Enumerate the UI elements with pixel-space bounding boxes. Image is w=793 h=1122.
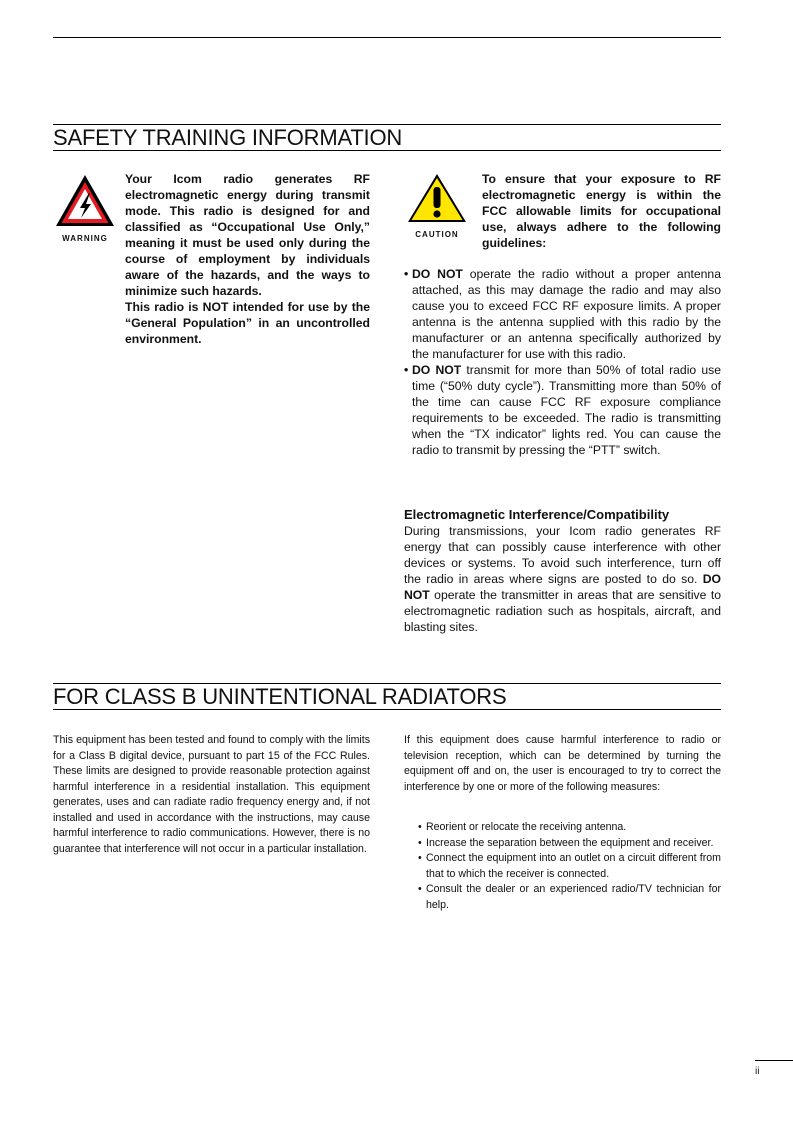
guideline-lead: DO NOT — [412, 363, 462, 377]
guideline-lead: DO NOT — [412, 267, 463, 281]
warning-paragraph-2: This radio is NOT intended for use by the “General Population” in an uncontrolled environment. — [125, 300, 370, 346]
safety-section-title: SAFETY TRAINING INFORMATION — [53, 124, 721, 151]
emi-body-part-2: operate the transmitter in areas that are sensitive to electromagnetic radiation such as hospitals, aircraft, and blasting sites. — [404, 588, 721, 634]
guideline-text: transmit for more than 50% of total radio use time (“50% duty cycle”). Transmitting more than 50% of the time can cause FCC RF exposure compliance requirements to be exceeded. The radio is transmitting when the “TX indicator” lights red. You can cause the radio to transmit by pressing the “PTT” switch. — [412, 363, 721, 457]
measure-text: Connect the equipment into an outlet on a circuit different from that to which the receiver is connected. — [426, 852, 721, 880]
measure-item — [418, 836, 721, 852]
measure-text: Reorient or relocate the receiving antenna. — [426, 821, 627, 833]
caution-intro: To ensure that your exposure to RF electromagnetic energy is within the FCC allowable limits for occupational use, always adhere to the following guidelines: — [482, 172, 721, 250]
guideline-text: operate the radio without a proper antenna attached, as this may damage the radio and may also cause you to exceed FCC RF exposure limits. A proper antenna is the antenna supplied with this radio by the manufacturer or an antenna specifically authorized by the manufacturer for use with this radio. — [412, 267, 721, 361]
measure-item — [418, 820, 721, 836]
measure-item — [418, 851, 721, 882]
caution-guidelines — [404, 266, 721, 458]
page-number-rule — [755, 1060, 793, 1061]
caution-label: CAUTION — [415, 230, 459, 239]
emi-heading: Electromagnetic Interference/Compatibility — [404, 507, 670, 522]
bullet-icon: • — [418, 821, 422, 833]
warning-icon — [53, 172, 117, 228]
bullet-icon: • — [404, 267, 409, 281]
bullet-icon: • — [418, 852, 422, 864]
bullet-icon: • — [418, 836, 422, 849]
page-number: ii — [755, 1066, 760, 1077]
classb-left-paragraph: This equipment has been tested and found to comply with the limits for a Class B digital device, pursuant to part 15 of the FCC Rules. These limits are designed to provide reasonable protection against harmful interference in a residential installation. This equipment generates, uses and can radiate radio frequency energy and, if not installed and used in accordance with the instructions, may cause harmful interference to radio communications. However, there is no guarantee that interference will not occur in a particular installation. — [53, 734, 370, 855]
measure-text: Consult the dealer or an experienced radio/TV technician for help. — [426, 883, 721, 911]
warning-paragraph-1: Your Icom radio generates RF electromagnetic energy during transmit mode. This radio is designed for and classified as “Occupational Use Only,” meaning it must be used only during the course of employment by individuals aware of the hazards, and the ways to minimize such hazards. — [125, 172, 370, 298]
bullet-icon: • — [404, 363, 409, 377]
guideline-item — [404, 266, 721, 362]
classb-section-title: FOR CLASS B UNINTENTIONAL RADIATORS — [53, 683, 721, 710]
emi-body — [404, 523, 721, 635]
measure-item — [418, 882, 721, 913]
warning-label: WARNING — [62, 234, 108, 243]
warning-text — [125, 171, 370, 347]
top-rule — [53, 37, 721, 38]
bullet-icon: • — [418, 883, 422, 895]
classb-measures — [418, 820, 721, 913]
caution-badge — [406, 172, 468, 239]
measure-text: Increase the separation between the equipment and receiver. — [426, 836, 714, 849]
caution-icon — [406, 172, 468, 224]
emi-body-part-1: During transmissions, your Icom radio generates RF energy that can possibly cause interference with other devices or systems. To avoid such interference, turn off the radio in areas where signs are posted to do so. — [404, 524, 721, 586]
emi-body-bold: DO NOT — [404, 572, 721, 602]
guideline-item — [404, 362, 721, 458]
classb-right-paragraph: If this equipment does cause harmful interference to radio or television reception, which can be determined by turning the equipment off and on, the user is encouraged to try to correct the interference by one or more of the following measures: — [404, 734, 721, 793]
warning-badge — [53, 172, 117, 243]
